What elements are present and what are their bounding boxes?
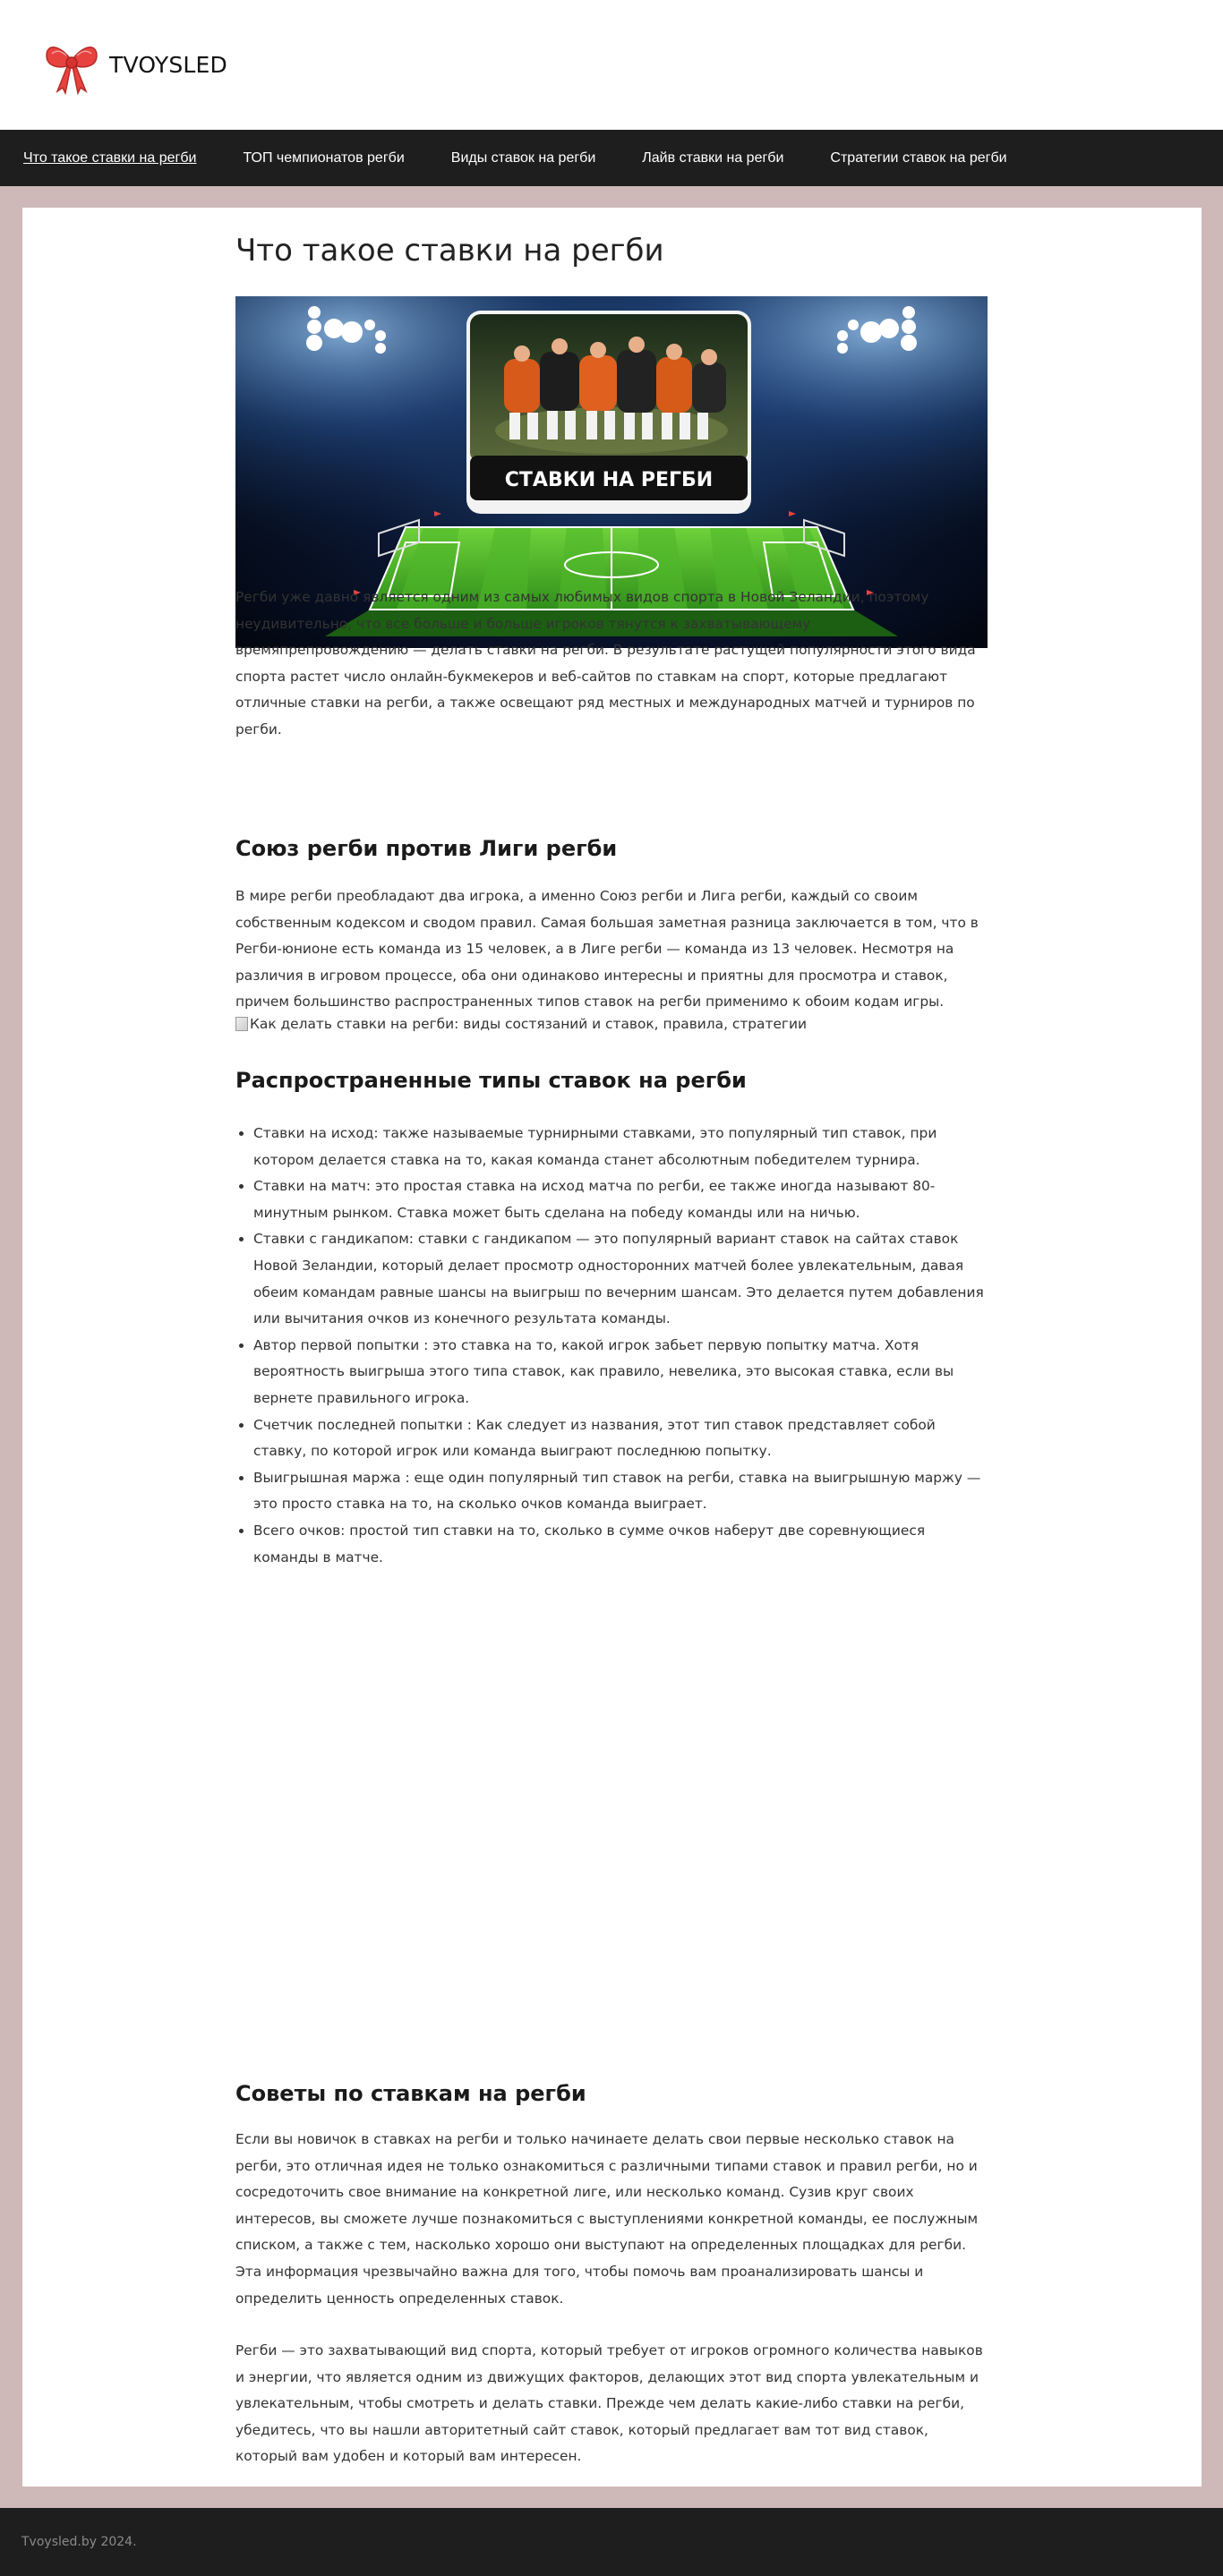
site-header — [0, 0, 1223, 130]
nav-item-strategies[interactable]: Стратегии ставок на регби — [830, 149, 1007, 166]
list-item: • Всего очков: простой тип ставки на то, сколько в сумме очков наберут две соревнующиеся команды в матче. — [253, 1518, 988, 1571]
site-title: TVOYSLED — [109, 52, 227, 78]
bet-types-list — [253, 1121, 988, 1571]
tips-paragraph-2: Регби — это захватывающий вид спорта, который требует от игроков огромного количества навыков и энергии, что является одним из движущих факторов, делающих этот вид спорта увлекательным и увлекательным, чтобы смотреть и делать ставки. Прежде чем делать какие-либо ставки на регби, убедитесь, что вы нашли авторитетный сайт ставок, который предлагает вам тот вид ставок, который вам удобен и который вам интересен. — [235, 2342, 983, 2465]
site-logo[interactable] — [43, 36, 227, 95]
page-title: Что такое ставки на регби — [235, 233, 664, 269]
nav-item-live-bets[interactable]: Лайв ставки на регби — [642, 149, 784, 166]
section-title-betting-tips: Советы по ставкам на регби — [235, 2081, 586, 2106]
site-footer — [0, 2508, 1223, 2576]
broken-image-alt: Как делать ставки на регби: виды состязаний и ставок, правила, стратегии — [250, 1016, 808, 1032]
nav-item-bet-types[interactable]: Виды ставок на регби — [450, 149, 596, 166]
content-box — [22, 208, 1202, 2486]
list-item: • Ставки на матч: это простая ставка на исход матча по регби, ее также иногда называют 80-минутным рынком. Ставка может быть сделана на победу команды или на ничью. — [253, 1173, 988, 1226]
list-item: • Счетчик последней попытки : Как следует из названия, этот тип ставок представляет собой ставку, по которой игрок или команда выиграют последнюю попытку. — [253, 1412, 988, 1465]
section-title-bet-types: Распространенные типы ставок на регби — [235, 1068, 747, 1093]
section-title-union-vs-league: Союз регби против Лиги регби — [235, 836, 618, 861]
tips-paragraph-1: Если вы новичок в ставках на регби и только начинаете делать свои первые несколько ставок на регби, это отличная идея не только ознакомиться с различными типами ставок и правил регби, но и сосредоточить свое внимание на конкретной лиге, или несколько команд. Сузив круг своих интересов, вы сможете лучше познакомиться с выступлениями конкретной команды, ее послужным списком, а также с тем, насколько хорошо они выступают на определенных площадках для регби. Эта информация чрезвычайно важна для того, чтобы помочь вам проанализировать шансы и определить ценность определенных ставок. — [235, 2131, 979, 2307]
nav-item-top-championships[interactable]: ТОП чемпионатов регби — [243, 149, 405, 166]
footer-copyright: Tvoysled.by 2024. — [21, 2535, 137, 2549]
broken-image-icon — [235, 1017, 248, 1031]
bow-icon — [43, 36, 100, 95]
list-item: • Выигрышная маржа : еще один популярный тип ставок на регби, ставка на выигрышную маржу — это просто ставка на то, на сколько очков команда выиграет. — [253, 1465, 988, 1518]
nav-item-what-is-rugby-betting[interactable]: Что такое ставки на регби — [23, 149, 197, 166]
main-nav — [0, 130, 1223, 186]
hero-caption: СТАВКИ НА РЕГБИ — [504, 469, 714, 491]
broken-image — [235, 1016, 807, 1032]
list-item: • Ставки с гандикапом: ставки с гандикапом — это популярный вариант ставок на сайтах ставок Новой Зеландии, который делает просмотр односторонних матчей более увлекательным, давая обеим командам равные шансы на выигрыш по вечерним шансам. Это делается путем добавления или вычитания очков из конечного результата команды. — [253, 1226, 988, 1332]
intro-paragraph: Регби уже давно является одним из самых любимых видов спорта в Новой Зеландии, поэтому неудивительно, что все больше и больше игроков тянутся к захватывающему времяпрепровождению — делать ставки на регби. В результате растущей популярности этого вида спорта растет число онлайн-букмекеров и веб-сайтов по ставкам на спорт, которые предлагают отличные ставки на регби, а также освещают ряд местных и международных матчей и турниров по регби. — [235, 589, 976, 738]
list-item: • Ставки на исход: также называемые турнирными ставками, это популярный тип ставок, при котором делается ставка на то, какая команда станет абсолютным победителем турнира. — [253, 1121, 988, 1173]
union-vs-league-paragraph: В мире регби преобладают два игрока, а именно Союз регби и Лига регби, каждый со своим собственным кодексом и сводом правил. Самая большая заметная разница заключается в том, что в Регби-юнионе есть команда из 15 человек, а в Лиге регби — команда из 13 человек. Несмотря на различия в игровом процессе, оба они одинаково интересны и приятны для просмотра и ставок, причем большинство распространенных типов ставок на регби применимо к обоим кодам игры. — [235, 888, 979, 1011]
list-item: • Автор первой попытки : это ставка на то, какой игрок забьет первую попытку матча. Хотя вероятность выигрыша этого типа ставок, как правило, невелика, это высокая ставка, если вы вернете правильного игрока. — [253, 1333, 988, 1412]
